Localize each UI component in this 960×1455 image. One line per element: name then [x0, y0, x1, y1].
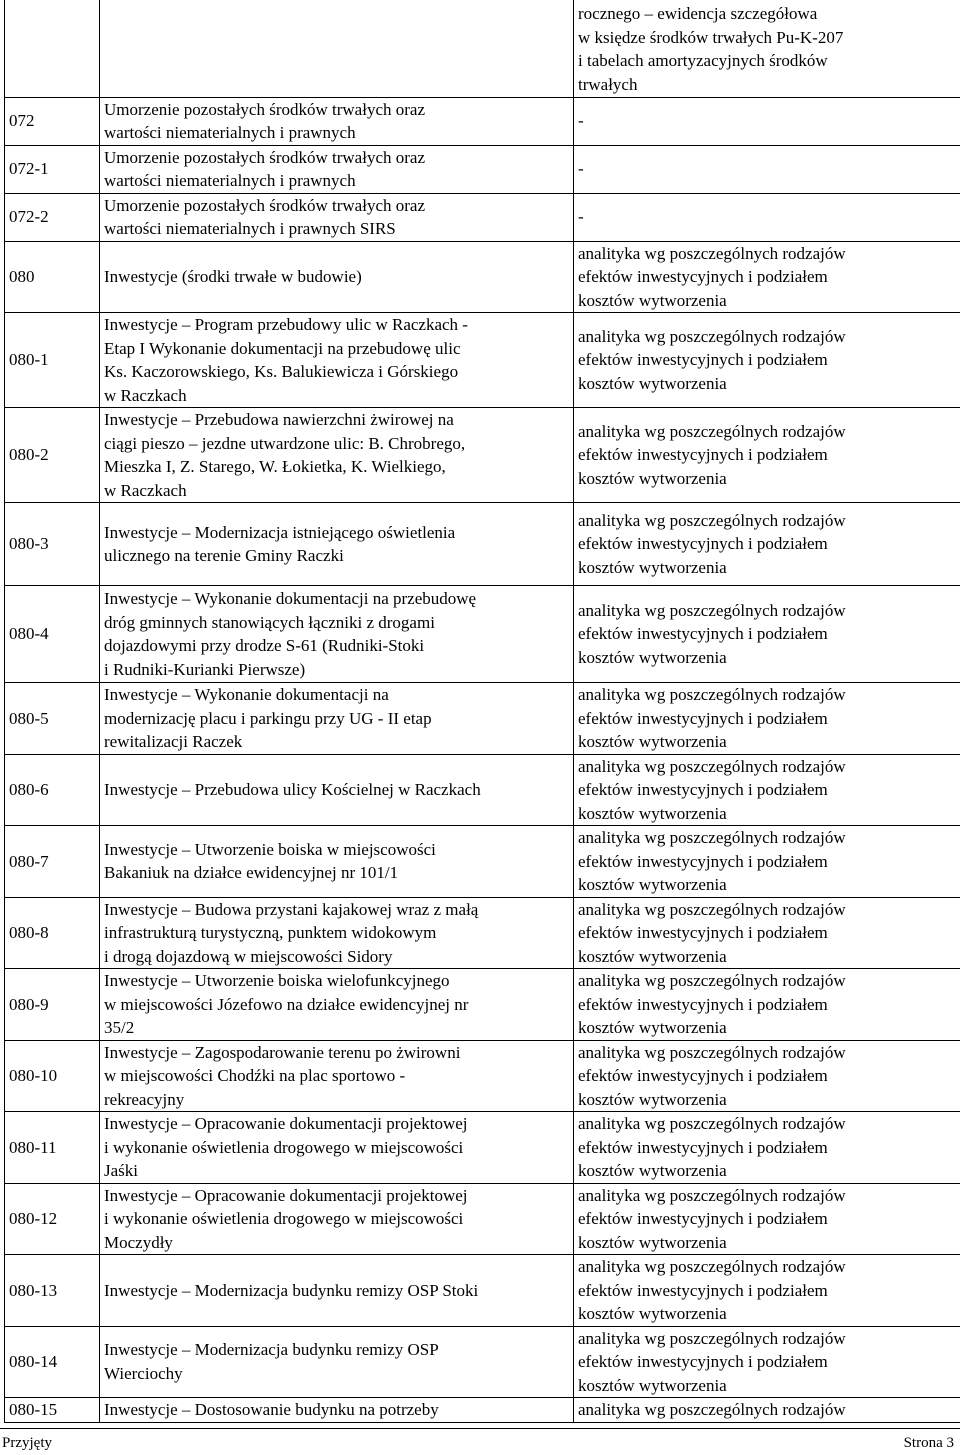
account-description-cell: [100, 313, 574, 408]
account-description: Inwestycje – Wykonanie dokumentacji na przebudowę dróg gminnych stanowiących łączniki z drogami dojazdowymi przy drodze S-61 (Rudniki-Stoki i Rudniki-Kurianki Pierwsze): [104, 589, 476, 679]
table-row: [5, 193, 960, 241]
account-records: -: [578, 111, 584, 130]
account-records-cell: [574, 97, 960, 145]
account-description-cell: [100, 193, 574, 241]
account-records-cell: [574, 503, 960, 586]
account-records: analityka wg poszczególnych rodzajów efektów inwestycyjnych i podziałem kosztów wytworzenia: [578, 757, 846, 823]
account-description-cell: [100, 1040, 574, 1112]
page-footer: [0, 1428, 960, 1453]
accounts-table: [4, 0, 960, 1423]
account-description: Inwestycje – Utworzenie boiska w miejscowości Bakaniuk na działce ewidencyjnej nr 101/1: [104, 840, 436, 883]
account-code: 080-6: [5, 754, 100, 826]
table-row: [5, 1326, 960, 1398]
account-description-cell: [100, 754, 574, 826]
account-code: 080-5: [5, 683, 100, 755]
account-records-cell: [574, 826, 960, 898]
account-code: 080-11: [5, 1112, 100, 1184]
account-description: Inwestycje – Modernizacja istniejącego oświetlenia ulicznego na terenie Gminy Raczki: [104, 523, 455, 566]
account-records-cell: [574, 754, 960, 826]
account-records-cell: [574, 1398, 960, 1423]
table-row: [5, 97, 960, 145]
account-description: Inwestycje – Modernizacja budynku remizy OSP Wierciochy: [104, 1340, 439, 1383]
table-row: [5, 408, 960, 503]
account-description-cell: [100, 408, 574, 503]
account-code: 080-13: [5, 1255, 100, 1327]
account-code: 072-1: [5, 145, 100, 193]
table-row: [5, 754, 960, 826]
header-desc-cell: [100, 0, 574, 97]
account-records-cell: [574, 408, 960, 503]
account-description: Inwestycje – Przebudowa ulicy Kościelnej w Raczkach: [104, 780, 481, 799]
table-row: [5, 241, 960, 313]
account-records: analityka wg poszczególnych rodzajów efektów inwestycyjnych i podziałem kosztów wytworzenia: [578, 828, 846, 894]
table-header-row: [5, 0, 960, 97]
account-records: analityka wg poszczególnych rodzajów efektów inwestycyjnych i podziałem kosztów wytworzenia: [578, 1114, 846, 1180]
account-records: analityka wg poszczególnych rodzajów efektów inwestycyjnych i podziałem kosztów wytworzenia: [578, 601, 846, 667]
account-description: Inwestycje – Budowa przystani kajakowej wraz z małą infrastrukturą turystyczną, punktem widokowym i drogą dojazdową w miejscowości Sidory: [104, 900, 478, 966]
header-rest-text: rocznego – ewidencja szczegółowa w księdze środków trwałych Pu-K-207 i tabelach amortyzacyjnych środków trwałych: [578, 4, 843, 94]
account-code: 072-2: [5, 193, 100, 241]
account-description: Inwestycje – Dostosowanie budynku na potrzeby: [104, 1400, 439, 1419]
table-row: [5, 683, 960, 755]
account-records-cell: [574, 193, 960, 241]
account-records: analityka wg poszczególnych rodzajów efektów inwestycyjnych i podziałem kosztów wytworzenia: [578, 1043, 846, 1109]
account-records: analityka wg poszczególnych rodzajów: [578, 1400, 846, 1419]
account-description-cell: [100, 683, 574, 755]
account-description: Inwestycje (środki trwałe w budowie): [104, 267, 362, 286]
footer-status: Przyjęty: [2, 1431, 52, 1455]
account-code: 080-2: [5, 408, 100, 503]
footer-page-number: Strona 3: [904, 1431, 954, 1455]
account-description-cell: [100, 1183, 574, 1255]
account-records-cell: [574, 313, 960, 408]
account-code: 080-7: [5, 826, 100, 898]
account-description: Umorzenie pozostałych środków trwałych oraz wartości niematerialnych i prawnych SIRS: [104, 196, 425, 239]
account-code: 080-3: [5, 503, 100, 586]
account-records-cell: [574, 145, 960, 193]
account-description-cell: [100, 586, 574, 683]
account-records-cell: [574, 1326, 960, 1398]
table-row: [5, 1112, 960, 1184]
account-code: 080-14: [5, 1326, 100, 1398]
account-description: Inwestycje – Utworzenie boiska wielofunkcyjnego w miejscowości Józefowo na działce ewidencyjnej nr 35/2: [104, 971, 468, 1037]
header-rest-cell: [574, 0, 960, 97]
table-row: [5, 1183, 960, 1255]
account-records-cell: [574, 1183, 960, 1255]
account-description-cell: [100, 241, 574, 313]
account-records-cell: [574, 241, 960, 313]
account-records-cell: [574, 1255, 960, 1327]
account-code: 080-12: [5, 1183, 100, 1255]
table-row: [5, 969, 960, 1041]
account-description: Inwestycje – Wykonanie dokumentacji na modernizację placu i parkingu przy UG - II etap rewitalizacji Raczek: [104, 685, 432, 751]
account-code: 080: [5, 241, 100, 313]
account-records: analityka wg poszczególnych rodzajów efektów inwestycyjnych i podziałem kosztów wytworzenia: [578, 685, 846, 751]
account-description-cell: [100, 1398, 574, 1423]
account-description: Inwestycje – Modernizacja budynku remizy OSP Stoki: [104, 1281, 478, 1300]
table-row: [5, 1398, 960, 1423]
account-description-cell: [100, 1255, 574, 1327]
account-description-cell: [100, 897, 574, 969]
account-description: Inwestycje – Opracowanie dokumentacji projektowej i wykonanie oświetlenia drogowego w miejscowości Moczydły: [104, 1186, 467, 1252]
table-row: [5, 313, 960, 408]
account-records-cell: [574, 897, 960, 969]
account-records: analityka wg poszczególnych rodzajów efektów inwestycyjnych i podziałem kosztów wytworzenia: [578, 900, 846, 966]
account-records: analityka wg poszczególnych rodzajów efektów inwestycyjnych i podziałem kosztów wytworzenia: [578, 422, 846, 488]
table-row: [5, 826, 960, 898]
account-code: 080-1: [5, 313, 100, 408]
table-row: [5, 897, 960, 969]
account-records: -: [578, 159, 584, 178]
account-code: 080-9: [5, 969, 100, 1041]
account-code: 080-10: [5, 1040, 100, 1112]
account-records: analityka wg poszczególnych rodzajów efektów inwestycyjnych i podziałem kosztów wytworzenia: [578, 327, 846, 393]
account-description-cell: [100, 1326, 574, 1398]
account-description-cell: [100, 145, 574, 193]
account-code: 080-4: [5, 586, 100, 683]
account-records: -: [578, 207, 584, 226]
account-code: 072: [5, 97, 100, 145]
account-description-cell: [100, 826, 574, 898]
account-description: Inwestycje – Opracowanie dokumentacji projektowej i wykonanie oświetlenia drogowego w miejscowości Jaśki: [104, 1114, 467, 1180]
account-records: analityka wg poszczególnych rodzajów efektów inwestycyjnych i podziałem kosztów wytworzenia: [578, 971, 846, 1037]
account-description-cell: [100, 503, 574, 586]
table-row: [5, 1255, 960, 1327]
account-code: 080-8: [5, 897, 100, 969]
account-records-cell: [574, 1112, 960, 1184]
account-records-cell: [574, 1040, 960, 1112]
account-records: analityka wg poszczególnych rodzajów efektów inwestycyjnych i podziałem kosztów wytworzenia: [578, 1186, 846, 1252]
table-row: [5, 145, 960, 193]
account-records: analityka wg poszczególnych rodzajów efektów inwestycyjnych i podziałem kosztów wytworzenia: [578, 1257, 846, 1323]
account-records: analityka wg poszczególnych rodzajów efektów inwestycyjnych i podziałem kosztów wytworzenia: [578, 511, 846, 577]
account-description: Inwestycje – Przebudowa nawierzchni żwirowej na ciągi pieszo – jezdne utwardzone ulic: B. Chrobrego, Mieszka I, Z. Starego, W. Łokietka, K. Wielkiego, w Raczkach: [104, 410, 465, 500]
account-code: 080-15: [5, 1398, 100, 1423]
account-description-cell: [100, 97, 574, 145]
account-description-cell: [100, 1112, 574, 1184]
account-description: Umorzenie pozostałych środków trwałych oraz wartości niematerialnych i prawnych: [104, 100, 425, 143]
account-records: analityka wg poszczególnych rodzajów efektów inwestycyjnych i podziałem kosztów wytworzenia: [578, 244, 846, 310]
header-code-cell: [5, 0, 100, 97]
table-row: [5, 586, 960, 683]
account-records-cell: [574, 683, 960, 755]
account-description: Inwestycje – Zagospodarowanie terenu po żwirowni w miejscowości Chodźki na plac sportowo - rekreacyjny: [104, 1043, 460, 1109]
account-description: Inwestycje – Program przebudowy ulic w Raczkach - Etap I Wykonanie dokumentacji na przebudowę ulic Ks. Kaczorowskiego, Ks. Balukiewicza i Górskiego w Raczkach: [104, 315, 468, 405]
account-description: Umorzenie pozostałych środków trwałych oraz wartości niematerialnych i prawnych: [104, 148, 425, 191]
account-records: analityka wg poszczególnych rodzajów efektów inwestycyjnych i podziałem kosztów wytworzenia: [578, 1329, 846, 1395]
table-row: [5, 503, 960, 586]
account-records-cell: [574, 969, 960, 1041]
table-row: [5, 1040, 960, 1112]
account-description-cell: [100, 969, 574, 1041]
account-records-cell: [574, 586, 960, 683]
